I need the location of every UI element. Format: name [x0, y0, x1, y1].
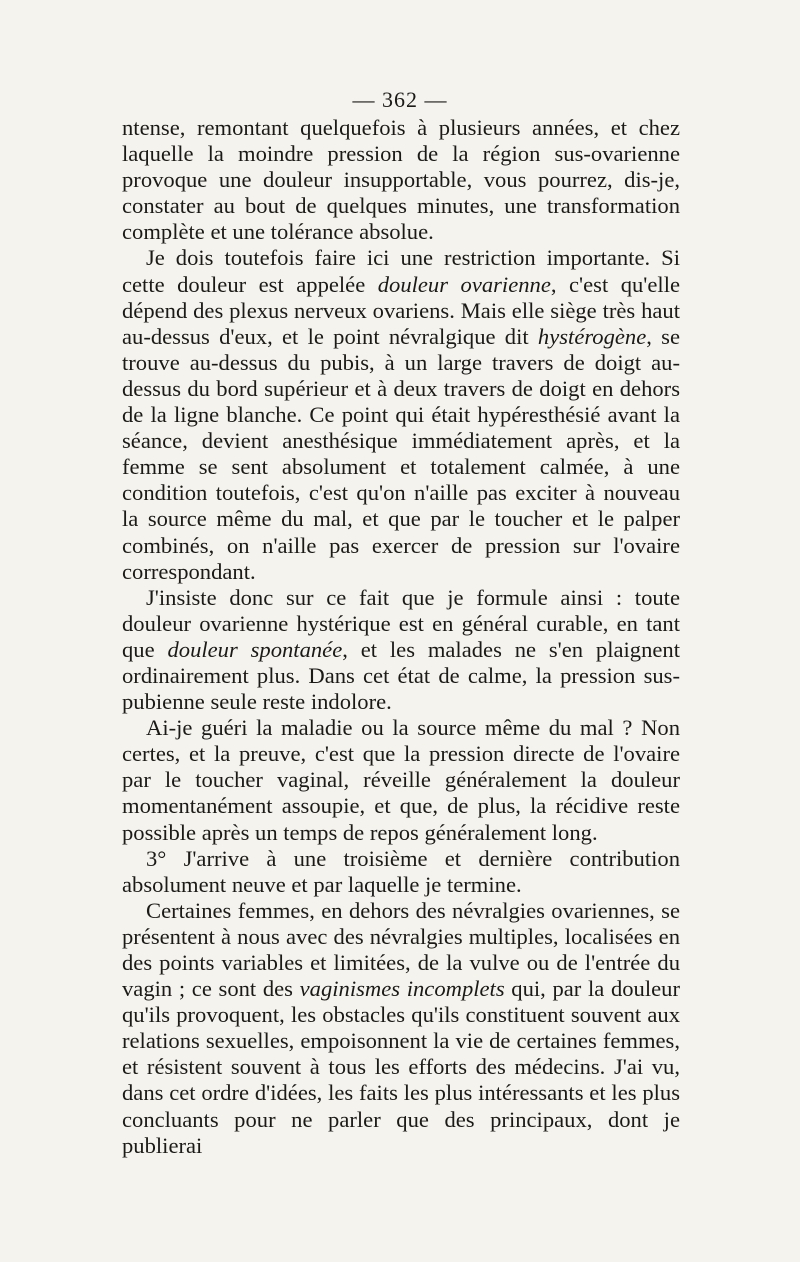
paragraph [122, 585, 680, 715]
paragraph [122, 898, 680, 1159]
paragraph [122, 715, 680, 845]
paragraph [122, 115, 680, 245]
italic-text: douleur spontanée [167, 636, 343, 662]
text-run: Je dois toutefois faire ici une restriction importante. Si cette douleur est appelée [122, 245, 680, 297]
paragraph [122, 846, 680, 898]
text-run: Ai-je guéri la maladie ou la source même du mal ? Non certes, et la preuve, c'est que la pression directe de l'ovaire par le toucher vaginal, réveille généralement la douleur momentanément assoupie, et que, de plus, la récidive reste possible après un temps de repos généralement long. [122, 715, 680, 845]
page-number: — 362 — [352, 87, 448, 112]
body-text [122, 115, 680, 1159]
text-run: , et les malades ne s'en plaignent ordinairement plus. Dans cet état de calme, la pression sus-pubienne seule reste indolore. [122, 636, 680, 715]
text-run: J'insiste donc sur ce fait que je formule ainsi : toute douleur ovarienne hystérique est en général curable, en tant que [122, 584, 680, 662]
italic-text: hystérogène [537, 323, 647, 349]
italic-text: douleur ovarienne [377, 271, 551, 297]
text-run: ntense, remontant quelquefois à plusieurs années, et chez laquelle la moindre pression de la région sus-ovarienne provoque une douleur insupportable, vous pourrez, dis-je, constater au bout de quelques minutes, une transformation complète et une tolérance absolue. [122, 115, 680, 245]
text-run: Certaines femmes, en dehors des névralgies ovariennes, se présentent à nous avec des névralgies multiples, localisées en des points variables et limitées, de la vulve ou de l'entrée du vagin ; ce sont des [122, 897, 680, 1002]
text-run: 3° J'arrive à une troisième et dernière contribution absolument neuve et par laquelle je termine. [122, 845, 680, 897]
text-run: , c'est qu'elle dépend des plexus nerveux ovariens. Mais elle siège très haut au-dessus d'eux, et le point névralgique dit [122, 271, 680, 349]
text-run: , se trouve au-dessus du pubis, à un large travers de doigt au-dessus du bord supérieur et à deux travers de doigt en dehors de la ligne blanche. Ce point qui était hypéresthésié avant la séance, devient anesthésique immédiatement après, et la femme se sent absolument et totalement calmée, à une condition toutefois, c'est qu'on n'aille pas exciter à nouveau la source même du mal, et que par le toucher et le palper combinés, on n'aille pas exercer de pression sur l'ovaire correspondant. [122, 323, 680, 584]
italic-text: vaginismes incomplets [299, 976, 505, 1002]
text-run: qui, par la douleur qu'ils provoquent, les obstacles qu'ils constituent souvent aux relations sexuelles, empoisonnent la vie de certaines femmes, et résistent souvent à tous les efforts des médecins. J'ai vu, dans cet ordre d'idées, les faits les plus intéressants et les plus concluants pour ne parler que des principaux, dont je publierai [122, 976, 680, 1158]
paragraph [122, 245, 680, 584]
